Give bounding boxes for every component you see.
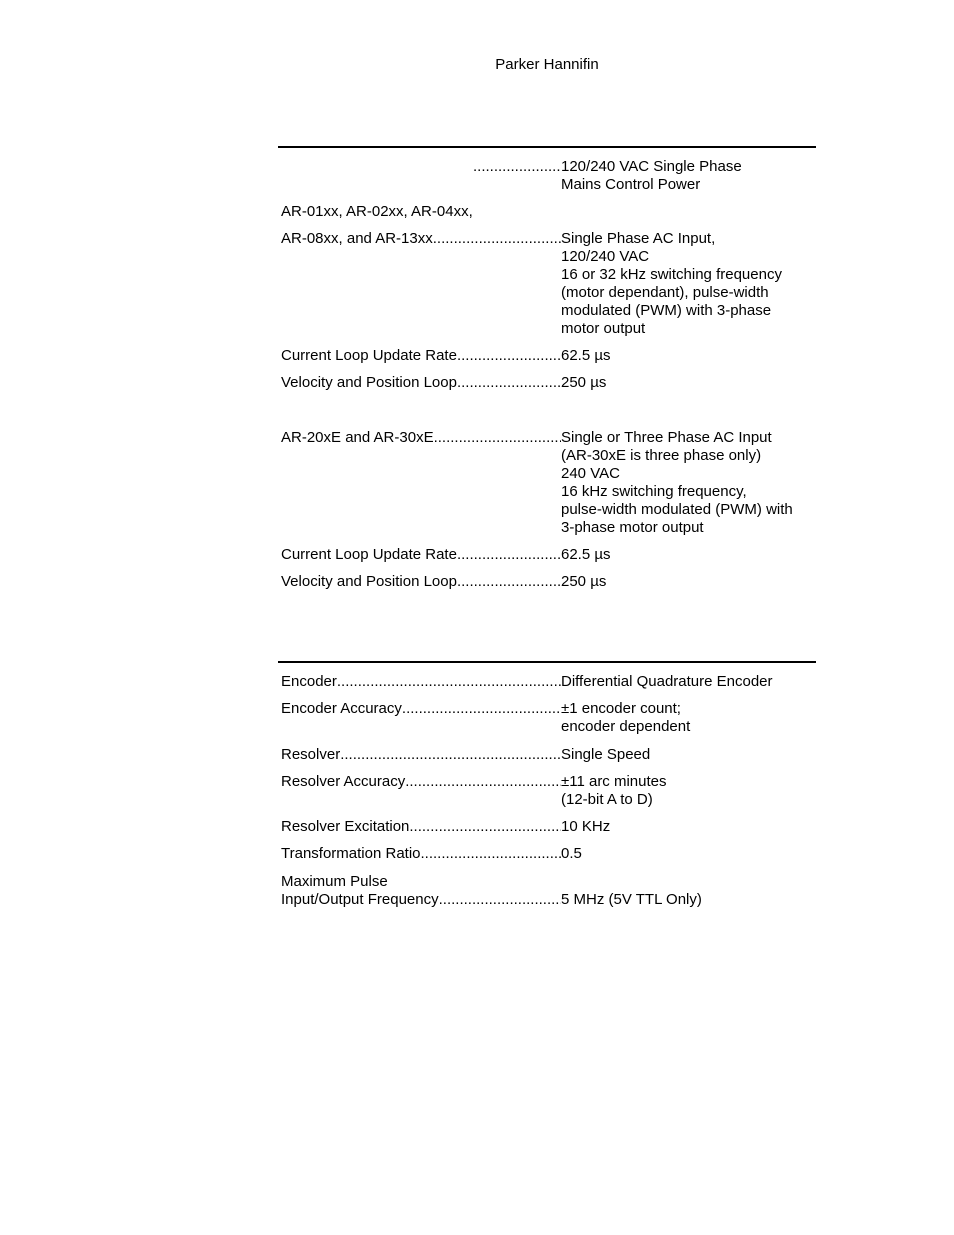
spec-row-current-loop-2 [281, 546, 816, 564]
leader-dots [457, 573, 561, 591]
spec-value: Single Phase AC Input, 120/240 VAC 16 or 32 kHz switching frequency (motor dependant), pulse-width modulated (PWM) with 3-phase motor output [561, 230, 782, 337]
spec-value: 10 KHz [561, 818, 611, 835]
spec-row-encoder-accuracy [281, 700, 816, 735]
spec-row-transformation-ratio [281, 845, 816, 863]
spec-value: 62.5 µs [561, 347, 611, 364]
spec-row-resolver [281, 746, 816, 764]
section-rule-feedback [278, 661, 816, 663]
spec-label: Current Loop Update Rate [281, 546, 457, 563]
spec-row-current-loop-1 [281, 347, 816, 365]
leader-dots [409, 818, 561, 836]
leader-dots [421, 845, 562, 863]
spec-label: Current Loop Update Rate [281, 347, 457, 364]
spec-value: Single or Three Phase AC Input (AR-30xE is three phase only) 240 VAC 16 kHz switching frequency, pulse-width modulated (PWM) with 3-phase motor output [561, 429, 793, 536]
spec-value: Single Speed [561, 746, 651, 763]
spec-value: Differential Quadrature Encoder [561, 673, 773, 690]
spec-label: AR-08xx, and AR-13xx [281, 230, 433, 247]
spec-label: Velocity and Position Loop [281, 374, 457, 391]
spec-value: ±1 encoder count; encoder dependent [561, 700, 691, 735]
spec-label: Resolver Excitation [281, 818, 410, 835]
spec-label: AR-01xx, AR-02xx, AR-04xx, [281, 203, 473, 220]
leader-dots [405, 773, 561, 791]
spec-row-resolver-excitation [281, 818, 816, 836]
spec-value: 5 MHz (5V TTL Only) [561, 891, 702, 908]
spec-label: Velocity and Position Loop [281, 573, 457, 590]
spec-label: Transformation Ratio [281, 845, 421, 862]
leader-dots [433, 230, 561, 248]
leader-dots [457, 347, 561, 365]
leader-dots [457, 374, 561, 392]
spec-label: Input/Output Frequency [281, 891, 439, 908]
spec-value: 0.5 [561, 845, 582, 862]
spec-row-models-large [281, 429, 816, 536]
spec-label: AR-20xE and AR-30xE [281, 429, 434, 446]
spec-value: 250 µs [561, 374, 607, 391]
spec-label: Encoder Accuracy [281, 700, 402, 717]
spec-label: Encoder [281, 673, 337, 690]
page-header: Parker Hannifin [495, 56, 599, 73]
leader-dots [281, 158, 561, 176]
spec-models-small-heading [281, 203, 816, 221]
spec-value: ±11 arc minutes (12-bit A to D) [561, 773, 667, 808]
spec-row-resolver-accuracy [281, 773, 816, 808]
leader-dots [434, 429, 561, 447]
spec-label: Resolver [281, 746, 341, 763]
leader-dots [439, 891, 561, 909]
spec-max-pulse-heading [281, 873, 816, 891]
spec-row-encoder [281, 673, 816, 691]
leader-dots [402, 700, 561, 718]
spec-row-models-small [281, 230, 816, 337]
spec-row-max-pulse [281, 891, 816, 909]
leader-dots [457, 546, 561, 564]
section-rule-power [278, 146, 816, 148]
spec-row-velocity-loop-2 [281, 573, 816, 591]
spec-row-velocity-loop-1 [281, 374, 816, 392]
spec-value: 62.5 µs [561, 546, 611, 563]
spec-value: 120/240 VAC Single Phase Mains Control Power [561, 158, 742, 193]
spec-value: 250 µs [561, 573, 607, 590]
spec-label: Resolver Accuracy [281, 773, 406, 790]
spec-label: Maximum Pulse [281, 873, 388, 890]
spec-row-mains-control-power [281, 158, 816, 193]
leader-dots [340, 746, 561, 764]
leader-dots [337, 673, 561, 691]
